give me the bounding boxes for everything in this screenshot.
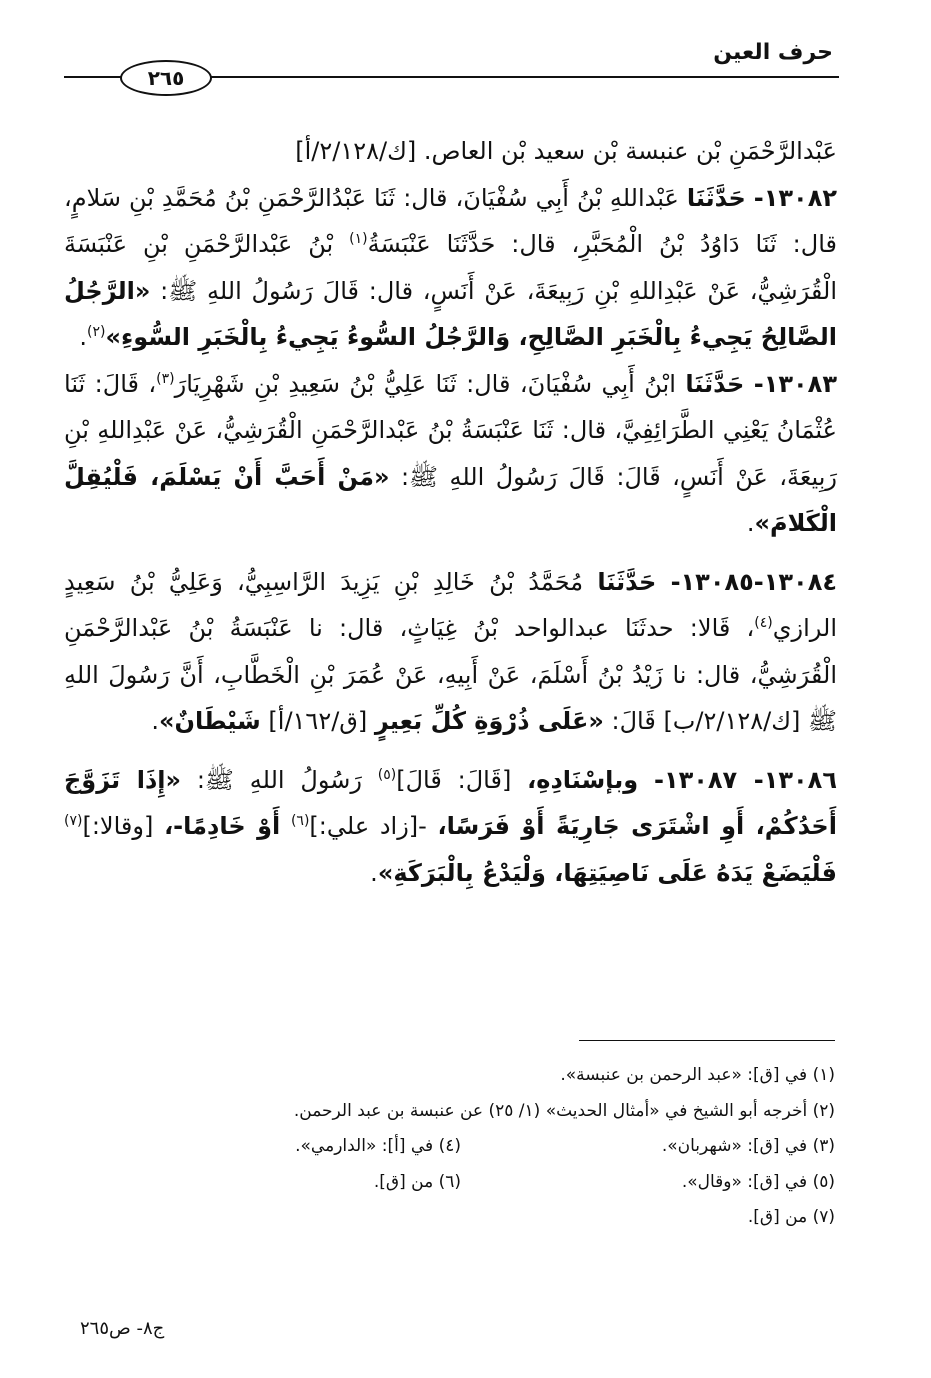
- hadith-13082: ١٣٠٨٢- حَدَّثَنَا عَبْداللهِ بْنُ أَبِي سُفْيَانَ، قال: ثَنَا عَبْدُالرَّحْمَنِ بْنُ مُحَمَّدِ بْنِ سَلامٍ، قال: ثَنَا دَاوُدُ بْنُ الْمُحَبَّرِ، قال: حَدَّثَنَا عَنْبَسَةُ$^{(١)}$ بْنُ عَبْدالرَّحْمَنِ بْنِ عَنْبَسَةَ الْقُرَشِيُّ، عَنْ عَبْدِاللهِ بْنِ رَبِيعَةَ، عَنْ أَنَسٍ، قال: قَالَ رَسُولُ اللهِ ﷺ: «الرَّجُلُ الصَّالِحُ يَجِيءُ بِالْخَبَرِ الصَّالِحِ، وَالرَّجُلُ السُّوءُ يَجِيءُ بِالْخَبَرِ السُّوءِ»$^{(٢)}$.: [64, 183, 837, 351]
- footnote-line: [120, 1094, 835, 1130]
- footnote-ref: (٧): [64, 813, 83, 829]
- page-number-badge: ٢٦٥: [120, 60, 212, 96]
- footnote-ref: (٣): [156, 370, 175, 387]
- running-header-title: حرف العين: [713, 40, 833, 65]
- footnote-ref: (٤): [754, 615, 773, 631]
- footnotes: [120, 1058, 835, 1236]
- hadith-number: ١٣٠٨٤-١٣٠٨٥-: [670, 567, 837, 596]
- hadith-quote-part: أَوْ خَادِمًا-،: [164, 812, 281, 840]
- hadith-13086: ١٣٠٨٦- ١٣٠٨٧- وبإسْنَادِهِ، [قَالَ: قَالَ]$^{(٥)}$ رَسُولُ اللهِ ﷺ: «إِذَا تَزَوَّجَ أَحَدُكُمْ، أَوِ اشْتَرَى جَارِيَةً أَوْ فَرَسًا، -[زاد علي:]$^{(٦)}$ أَوْ خَادِمًا-، [وقالا:]$^{(٧)}$ فَلْيَضَعْ يَدَهُ عَلَى نَاصِيَتِهَا، وَلْيَدْعُ بِالْبَرَكَةِ».: [64, 765, 837, 887]
- hadith-13084: ١٣٠٨٤-١٣٠٨٥- حَدَّثَنَا مُحَمَّدُ بْنُ خَالِدِ بْنِ يَزِيدَ الرَّاسِبِيُّ، وَعَلِيُّ بْنُ سَعِيدٍ الرازي$^{(٤)}$، قَالا: حدثَنَا عبدالواحد بْنُ غِيَاثٍ، قال: نا عَنْبَسَةُ بْنُ عَبْدالرَّحْمَنِ الْقُرَشِيُّ، قال: نا زَيْدُ بْنُ أَسْلَمَ، عَنْ أَبِيهِ، عَنْ عُمَرَ بْنِ الْخَطَّابِ، أَنَّ رَسُولَ اللهِ ﷺ [ك/٢/١٢٨/ب] قَالَ: «عَلَى ذُرْوَةِ كُلِّ بَعِيرٍ [ق/١٦٢/أ] شَيْطَانٌ».: [64, 567, 837, 735]
- hadith-quote: «الرَّجُلُ الصَّالِحُ يَجِيءُ بِالْخَبَرِ الصَّالِحِ، وَالرَّجُلُ السُّوءُ يَجِيءُ بِالْخَبَرِ السُّوءِ»: [64, 276, 837, 351]
- footnote-ref: (٦): [290, 813, 310, 829]
- hadith-quote-end: شَيْطَانٌ»: [158, 707, 261, 735]
- footnote-3: (٣) في [ق]: «شهربان».: [661, 1136, 835, 1156]
- hadith-quote: «مَنْ أَحَبَّ أَنْ يَسْلَمَ، فَلْيُقِلَّ الْكَلامَ»: [64, 462, 837, 537]
- paragraph-continuation: عَبْدالرَّحْمَنِ بْن عنبسة بْن سعيد بْن العاص. [ك/٢/١٢٨/أ]: [295, 137, 837, 165]
- main-text: [64, 128, 837, 896]
- footnote-line: [120, 1058, 835, 1094]
- hadith-13083: ١٣٠٨٣- حَدَّثَنَا ابْنُ أَبِي سُفْيَانَ، قال: ثَنَا عَلِيُّ بْنُ سَعِيدِ بْنِ شَهْرِيَارَ$^{(٣)}$، قَالَ: ثَنَا عُثْمَانُ يَعْنِي الطَّرَائِفِيَّ، قال: ثَنَا عَنْبَسَةُ بْنُ عَبْدالرَّحْمَنِ الْقُرَشِيُّ، عَنْ عَبْدِاللهِ بْنِ رَبِيعَةَ، عَنْ أَنَسٍ، قَالَ: قَالَ رَسُولُ اللهِ ﷺ: «مَنْ أَحَبَّ أَنْ يَسْلَمَ، فَلْيُقِلَّ الْكَلامَ».: [64, 369, 837, 537]
- hadith-number: ١٣٠٨٢-: [753, 183, 837, 212]
- narration-keyword: حَدَّثَنَا: [685, 369, 745, 398]
- footnote-line: [120, 1129, 835, 1165]
- footnote-2: (٢) أخرجه أبو الشيخ في «أمثال الحديث» (١/ ٢٥) عن عنبسة بن عبد الرحمن.: [293, 1100, 835, 1121]
- footnote-4: (٤) في [أ]: «الدارمي».: [295, 1136, 461, 1156]
- hadith-quote-end: فَلْيَضَعْ يَدَهُ عَلَى نَاصِيَتِهَا، وَلْيَدْعُ بِالْبَرَكَةِ»: [377, 858, 837, 887]
- manuscript-ref: [ق/١٦٢/أ]: [268, 707, 368, 735]
- footnote-5: (٥) في [ق]: «وقال».: [681, 1171, 835, 1192]
- footnote-ref: (٥): [377, 766, 397, 783]
- footnote-ref: (٢): [87, 324, 106, 340]
- hadith-quote: «عَلَى ذُرْوَةِ كُلِّ بَعِيرٍ: [374, 707, 604, 735]
- page-reference: ج٨- ص٢٦٥: [80, 1318, 165, 1339]
- narration-keyword: حَدَّثَنَا: [597, 567, 657, 596]
- footnote-separator: [579, 1040, 835, 1041]
- narration-keyword: وبإسْنَادِهِ،: [527, 765, 639, 794]
- hadith-number: ١٣٠٨٣-: [753, 369, 837, 398]
- footnote-line: [120, 1165, 835, 1201]
- narration-keyword: حَدَّثَنَا: [686, 183, 746, 212]
- footnote-line: [120, 1200, 835, 1236]
- hadith-number: ١٣٠٨٦- ١٣٠٨٧-: [653, 765, 837, 794]
- hadith-quote: «إِذَا تَزَوَّجَ أَحَدُكُمْ، أَوِ اشْتَرَى جَارِيَةً أَوْ فَرَسًا،: [64, 765, 837, 840]
- footnote-ref: (١): [349, 231, 368, 247]
- footnote-7: (٧) من [ق].: [747, 1207, 835, 1227]
- footnote-1: (١) في [ق]: «عبد الرحمن بن عنبسة».: [560, 1065, 835, 1085]
- footnote-6: (٦) من [ق].: [373, 1171, 461, 1192]
